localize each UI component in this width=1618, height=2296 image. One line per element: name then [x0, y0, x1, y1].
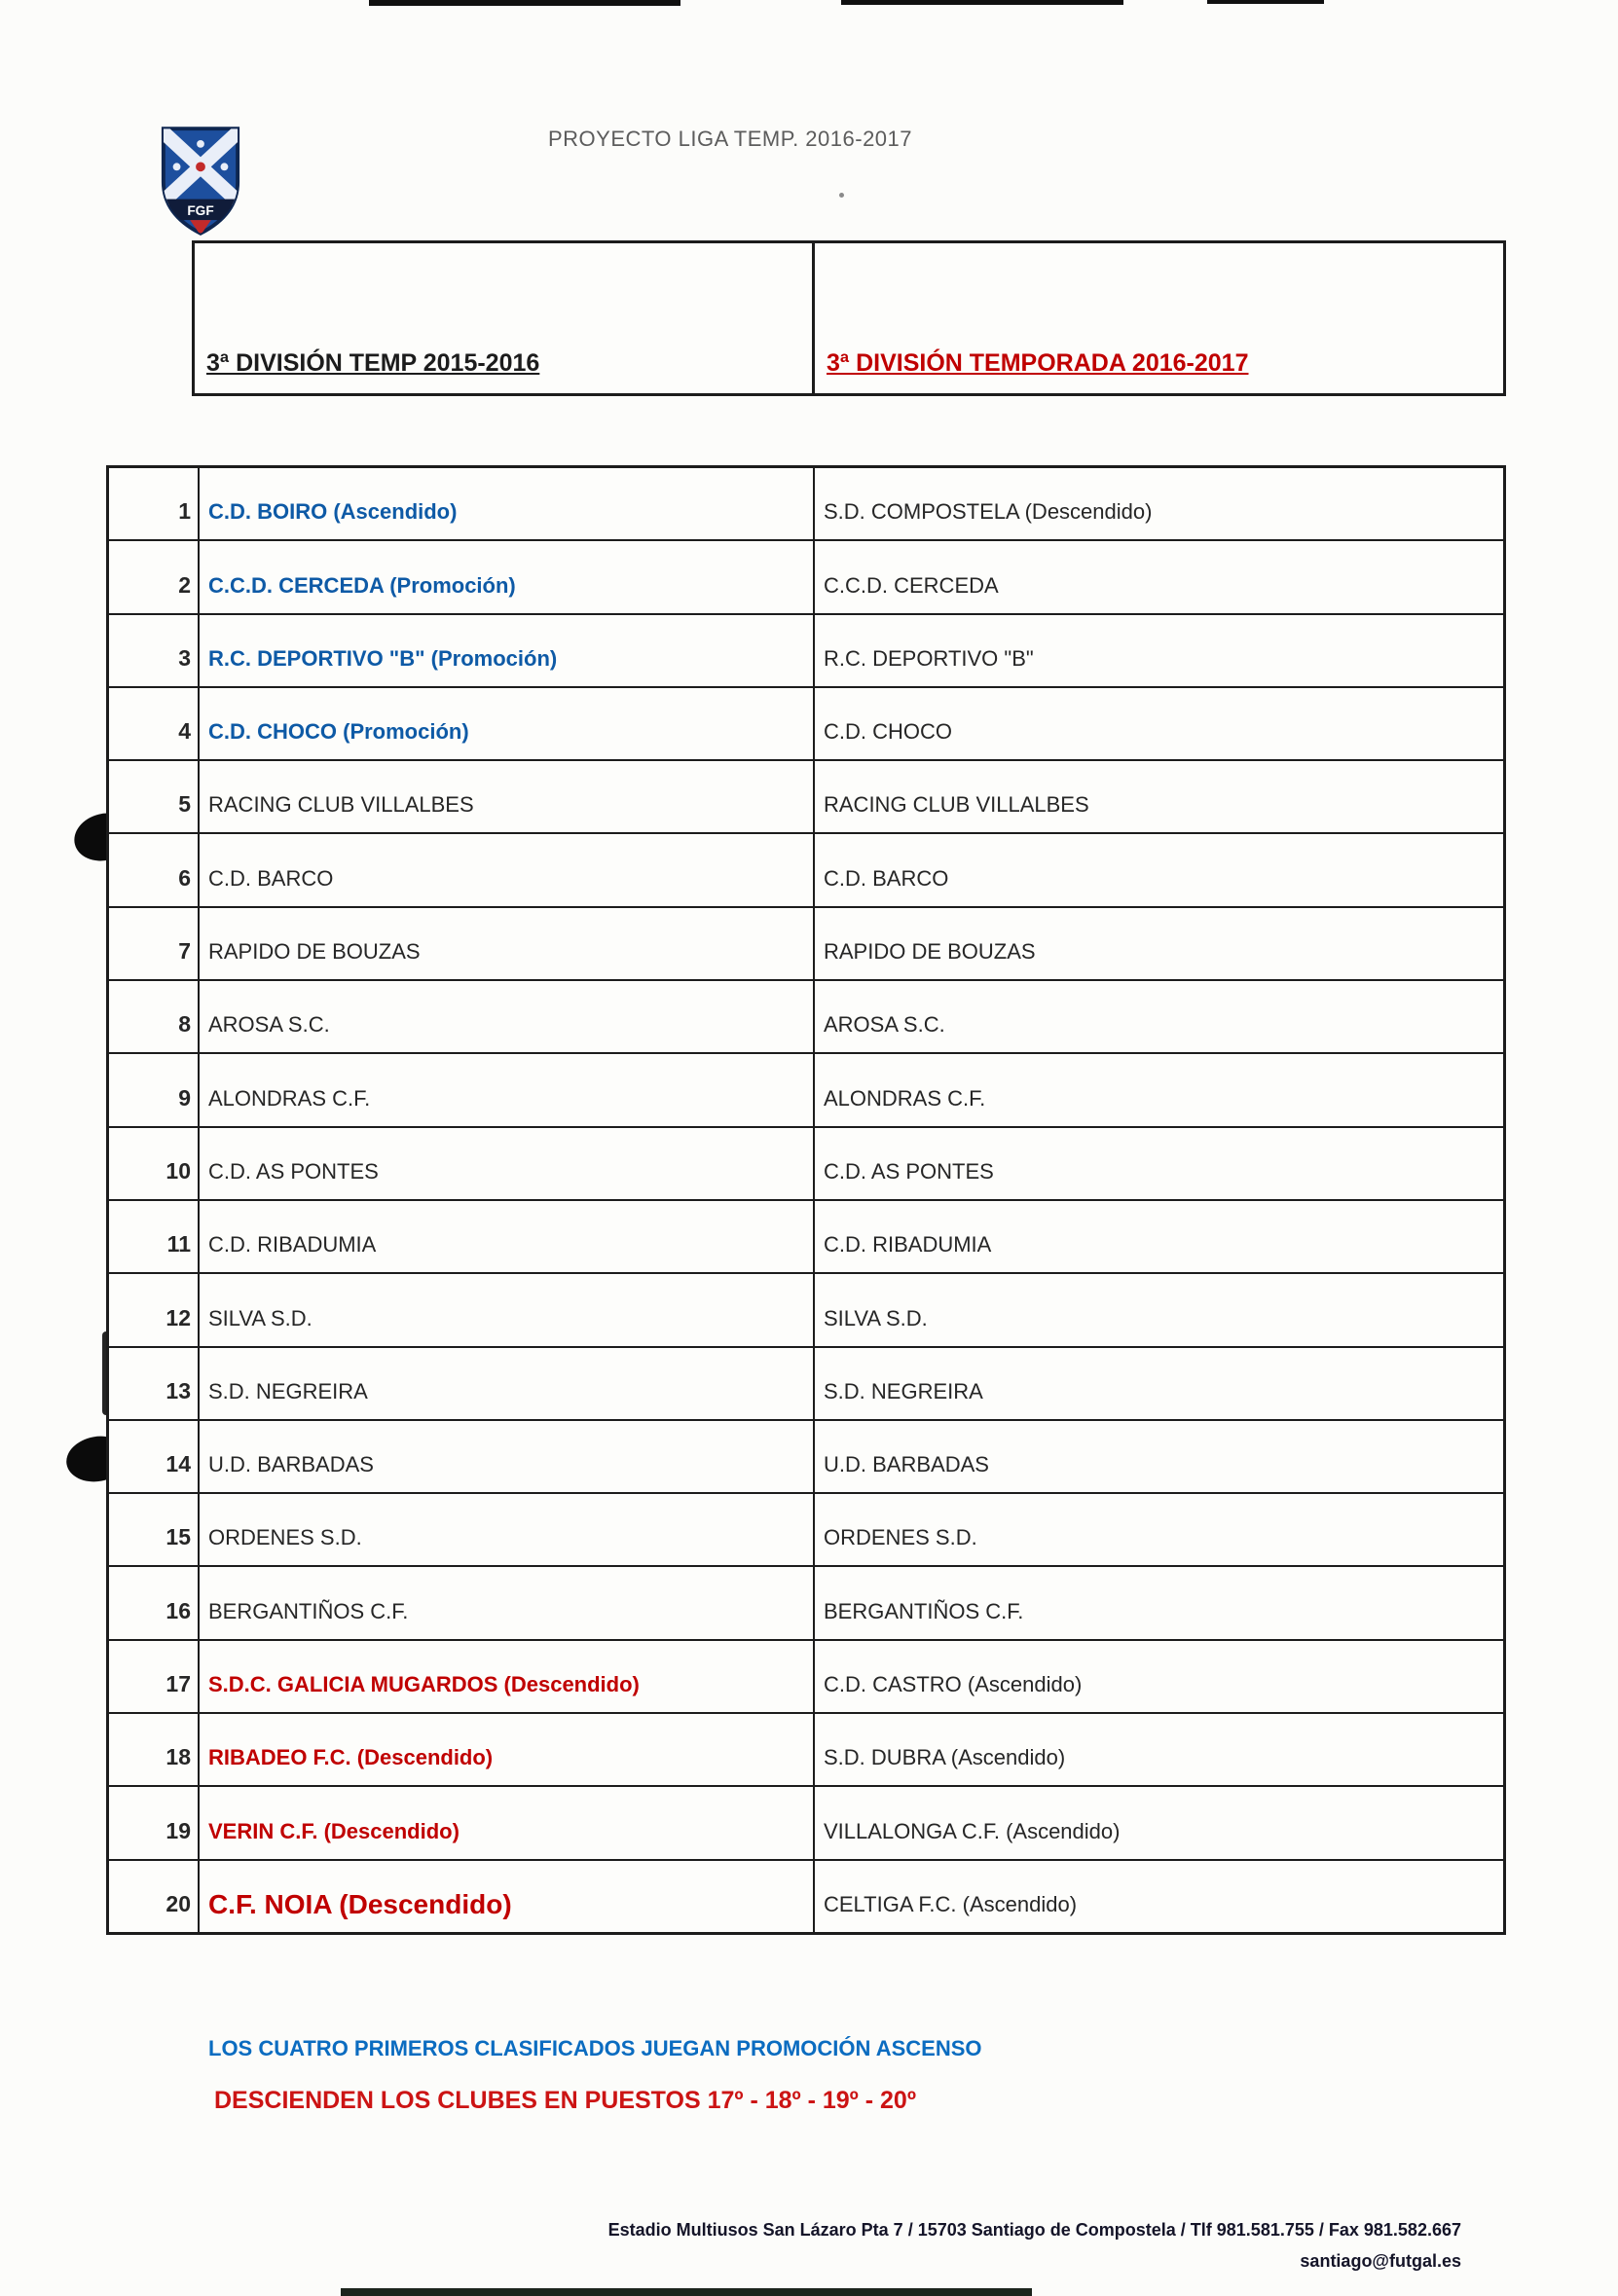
row-number: 8 [109, 981, 200, 1052]
row-number: 18 [109, 1714, 200, 1785]
fgf-shield-icon [158, 123, 243, 239]
team-2015-2016: C.D. AS PONTES [200, 1128, 815, 1199]
scan-artifact-top [1207, 0, 1324, 4]
team-2016-2017: U.D. BARBADAS [824, 1452, 989, 1477]
team-2015-2016: VERIN C.F. (Descendido) [200, 1787, 815, 1858]
table-row [109, 615, 1503, 688]
row-number: 16 [109, 1567, 200, 1638]
season-header-table [192, 240, 1506, 396]
fgf-logo-text: FGF [187, 203, 214, 219]
row-number: 5 [109, 761, 200, 832]
table-row [109, 1714, 1503, 1787]
team-2015-2016: SILVA S.D. [200, 1274, 815, 1345]
team-2016-2017: C.C.D. CERCEDA [824, 572, 999, 598]
table-row [109, 688, 1503, 761]
row-number: 3 [109, 615, 200, 686]
team-2016-2017: S.D. NEGREIRA [824, 1378, 983, 1403]
footer-address: Estadio Multiusos San Lázaro Pta 7 / 15703 Santiago de Compostela / Tlf 981.581.755 / Fax 981.582.667 [607, 2220, 1461, 2240]
season-2016-2017-header: 3ª DIVISIÓN TEMPORADA 2016-2017 [827, 349, 1249, 377]
scan-artifact-top [841, 0, 1123, 5]
table-row [109, 981, 1503, 1054]
team-2015-2016: RAPIDO DE BOUZAS [200, 908, 815, 979]
row-number: 6 [109, 834, 200, 905]
team-2015-2016: ORDENES S.D. [200, 1494, 815, 1565]
team-2016-2017: R.C. DEPORTIVO "B" [824, 645, 1034, 671]
team-2015-2016: C.D. BOIRO (Ascendido) [200, 468, 815, 539]
team-2016-2017: C.D. RIBADUMIA [824, 1232, 992, 1257]
team-2016-2017: SILVA S.D. [824, 1305, 928, 1330]
table-row [109, 1494, 1503, 1567]
row-number: 14 [109, 1421, 200, 1492]
row-number: 7 [109, 908, 200, 979]
team-2015-2016: ALONDRAS C.F. [200, 1054, 815, 1125]
team-2015-2016: C.F. NOIA (Descendido) [200, 1861, 815, 1932]
page-title: PROYECTO LIGA TEMP. 2016-2017 [547, 127, 913, 151]
team-2016-2017: CELTIGA F.C. (Ascendido) [824, 1891, 1078, 1916]
team-2015-2016: S.D. NEGREIRA [200, 1348, 815, 1419]
team-2015-2016: C.C.D. CERCEDA (Promoción) [200, 541, 815, 612]
table-row [109, 541, 1503, 614]
promotion-note: LOS CUATRO PRIMEROS CLASIFICADOS JUEGAN PROMOCIÓN ASCENSO [208, 2036, 982, 2060]
row-number: 12 [109, 1274, 200, 1345]
team-2015-2016: AROSA S.C. [200, 981, 815, 1052]
teams-table [106, 465, 1506, 1935]
row-number: 9 [109, 1054, 200, 1125]
team-2016-2017: S.D. DUBRA (Ascendido) [824, 1745, 1066, 1770]
table-row [109, 1348, 1503, 1421]
row-number: 13 [109, 1348, 200, 1419]
table-row [109, 1421, 1503, 1494]
relegation-note: DESCIENDEN LOS CLUBES EN PUESTOS 17º - 18º - 19º - 20º [214, 2087, 916, 2114]
team-2015-2016: R.C. DEPORTIVO "B" (Promoción) [200, 615, 815, 686]
table-row [109, 468, 1503, 541]
table-row [109, 1054, 1503, 1127]
row-number: 2 [109, 541, 200, 612]
team-2015-2016: S.D.C. GALICIA MUGARDOS (Descendido) [200, 1641, 815, 1712]
table-row [109, 908, 1503, 981]
team-2016-2017: BERGANTIÑOS C.F. [824, 1598, 1024, 1623]
team-2016-2017: RAPIDO DE BOUZAS [824, 939, 1036, 965]
table-row [109, 1567, 1503, 1640]
season-2016-2017-header-cell [815, 243, 1503, 393]
team-2016-2017: C.D. CHOCO [824, 719, 952, 745]
table-row [109, 1861, 1503, 1932]
table-row [109, 1641, 1503, 1714]
table-row [109, 1128, 1503, 1201]
team-2015-2016: C.D. CHOCO (Promoción) [200, 688, 815, 759]
footer [608, 2215, 1461, 2277]
row-number: 15 [109, 1494, 200, 1565]
team-2015-2016: RACING CLUB VILLALBES [200, 761, 815, 832]
team-2016-2017: ORDENES S.D. [824, 1525, 977, 1550]
table-row [109, 834, 1503, 907]
team-2016-2017: C.D. BARCO [824, 865, 949, 891]
team-2015-2016: U.D. BARBADAS [200, 1421, 815, 1492]
row-number: 11 [109, 1201, 200, 1272]
team-2016-2017: ALONDRAS C.F. [824, 1085, 986, 1111]
row-number: 4 [109, 688, 200, 759]
team-2016-2017: C.D. AS PONTES [824, 1158, 994, 1184]
team-2015-2016: C.D. BARCO [200, 834, 815, 905]
team-2016-2017: AROSA S.C. [824, 1012, 945, 1038]
scan-artifact-bottom [341, 2288, 1032, 2296]
footer-email: santiago@futgal.es [1300, 2250, 1461, 2271]
team-2016-2017: C.D. CASTRO (Ascendido) [824, 1672, 1083, 1697]
team-2016-2017: RACING CLUB VILLALBES [824, 792, 1089, 818]
scan-artifact-top [369, 0, 680, 6]
team-2016-2017: S.D. COMPOSTELA (Descendido) [824, 499, 1153, 525]
row-number: 1 [109, 468, 200, 539]
row-number: 10 [109, 1128, 200, 1199]
row-number: 20 [109, 1861, 200, 1932]
table-row [109, 761, 1503, 834]
row-number: 17 [109, 1641, 200, 1712]
team-2015-2016: C.D. RIBADUMIA [200, 1201, 815, 1272]
season-2015-2016-header-cell [195, 243, 815, 393]
season-2015-2016-header: 3ª DIVISIÓN TEMP 2015-2016 [206, 349, 540, 377]
team-2015-2016: RIBADEO F.C. (Descendido) [200, 1714, 815, 1785]
table-row [109, 1274, 1503, 1347]
fgf-logo [158, 123, 243, 239]
row-number: 19 [109, 1787, 200, 1858]
team-2015-2016: BERGANTIÑOS C.F. [200, 1567, 815, 1638]
table-row [109, 1201, 1503, 1274]
team-2016-2017: VILLALONGA C.F. (Ascendido) [824, 1818, 1121, 1843]
scan-dot [839, 193, 844, 198]
table-row [109, 1787, 1503, 1860]
